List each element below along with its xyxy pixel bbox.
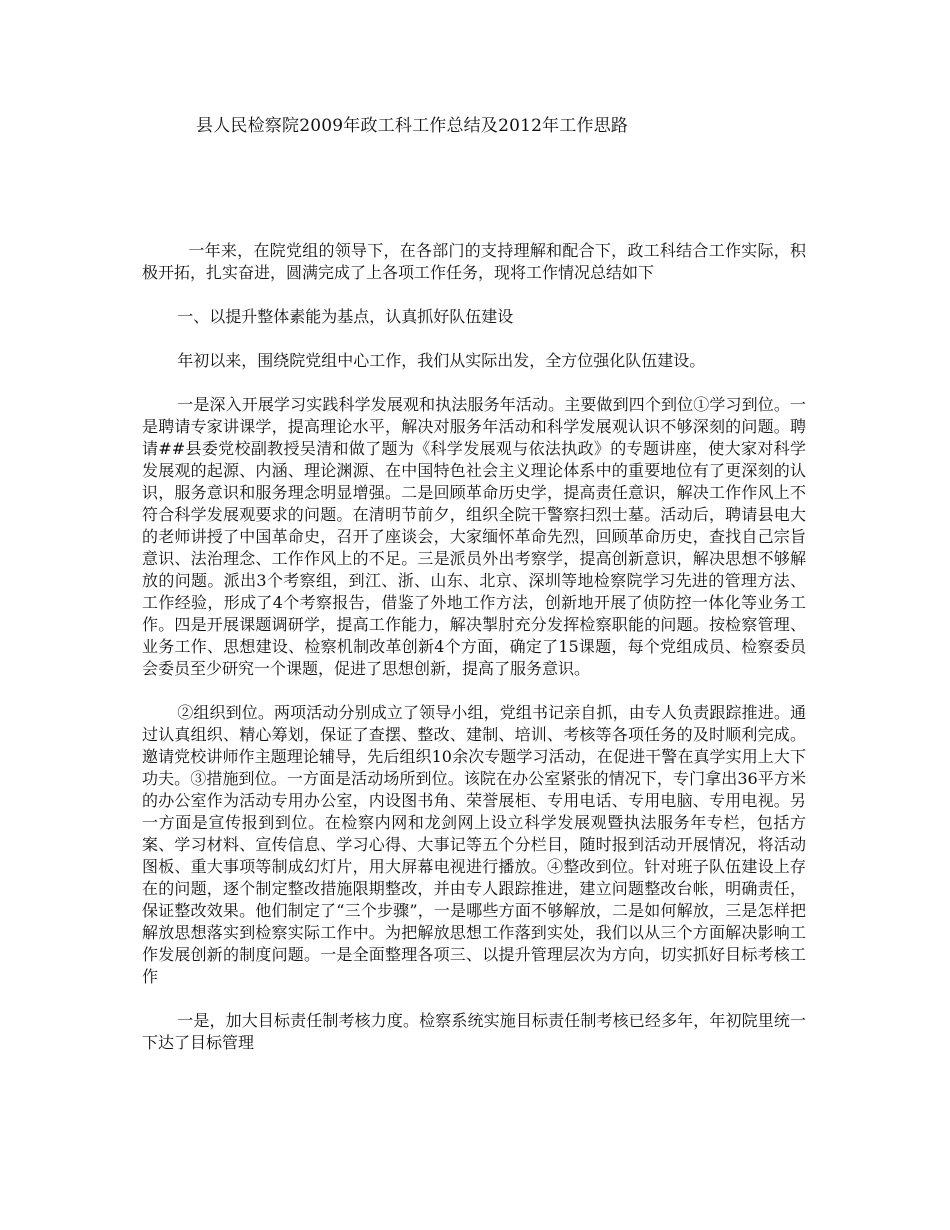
document-body xyxy=(142,240,806,1076)
intro-paragraph: 一年来，在院党组的领导下，在各部门的支持理解和配合下，政工科结合工作实际，积极开拓，扎实奋进，圆满完成了上各项工作任务，现将工作情况总结如下 xyxy=(142,241,806,282)
paragraph-3: 一是深入开展学习实践科学发展观和执法服务年活动。主要做到四个到位①学习到位。一是聘请专家讲课学，提高理论水平，解决对服务年活动和科学发展观认识不够深刻的问题。聘请##县委党校副教授吴清和做了题为《科学发展观与依法执政》的专题讲座，使大家对科学发展观的起源、内涵、理论渊源、在中国特色社会主义理论体系中的重要地位有了更深刻的认识，服务意识和服务理念明显增强。二是回顾革命历史学，提高责任意识，解决工作作风上不符合科学发展观要求的问题。在清明节前夕，组织全院干警察扫烈士墓。活动后，聘请县电大的老师讲授了中国革命史，召开了座谈会，大家缅怀革命先烈，回顾革命历史，查找自己宗旨意识、法治理念、工作作风上的不足。三是派员外出考察学，提高创新意识，解决思想不够解放的问题。派出3个考察组，到江、浙、山东、北京、深圳等地检察院学习先进的管理方法、工作经验，形成了4个考察报告，借鉴了外地工作方法，创新地开展了侦防控一体化等业务工作。四是开展课题调研学，提高工作能力，解决掣肘充分发挥检察职能的问题。按检察管理、业务工作、思想建设、检察机制改革创新4个方面，确定了15课题，每个党组成员、检察委员会委员至少研究一个课题，促进了思想创新，提高了服务意识。 xyxy=(142,395,806,678)
paragraph-2: 年初以来，围绕院党组中心工作，我们从实际出发，全方位强化队伍建设。 xyxy=(177,351,706,370)
paragraph-4: ②组织到位。两项活动分别成立了领导小组，党组书记亲自抓，由专人负责跟踪推进。通过认真组织、精心筹划，保证了查摆、整改、建制、培训、考核等各项任务的及时顺利完成。邀请党校讲师作主题理论辅导，先后组织10余次专题学习活动，在促进干警在真学实用上大下功夫。③措施到位。一方面是活动场所到位。该院在办公室紧张的情况下，专门拿出36平方米的办公室作为活动专用办公室，内设图书角、荣誉展柜、专用电话、专用电脑、专用电视。另一方面是宣传报到到位。在检察内网和龙剑网上设立科学发展观暨执法服务年专栏，包括方案、学习材料、宣传信息、学习心得、大事记等五个分栏目，随时报到活动开展情况，将活动图板、重大事项等制成幻灯片，用大屏幕电视进行播放。④整改到位。针对班子队伍建设上存在的问题，逐个制定整改措施限期整改，并由专人跟踪推进，建立问题整改台帐，明确责任，保证整改效果。他们制定了“三个步骤”，一是哪些方面不够解放，二是如何解放，三是怎样把解放思想落实到检察实际工作中。为把解放思想工作落到实处，我们以从三个方面解决影响工作发展创新的制度问题。一是全面整理各项三、以提升管理层次为方向，切实抓好目标考核工作 xyxy=(142,703,806,986)
paragraph-5: 一是，加大目标责任制考核力度。检察系统实施目标责任制考核已经多年，年初院里统一下达了目标管理 xyxy=(142,1011,806,1052)
document-title: 县人民检察院2009年政工科工作总结及2012年工作思路 xyxy=(196,116,629,136)
section-heading-1: 一、以提升整体素能为基点，认真抓好队伍建设 xyxy=(177,307,514,326)
